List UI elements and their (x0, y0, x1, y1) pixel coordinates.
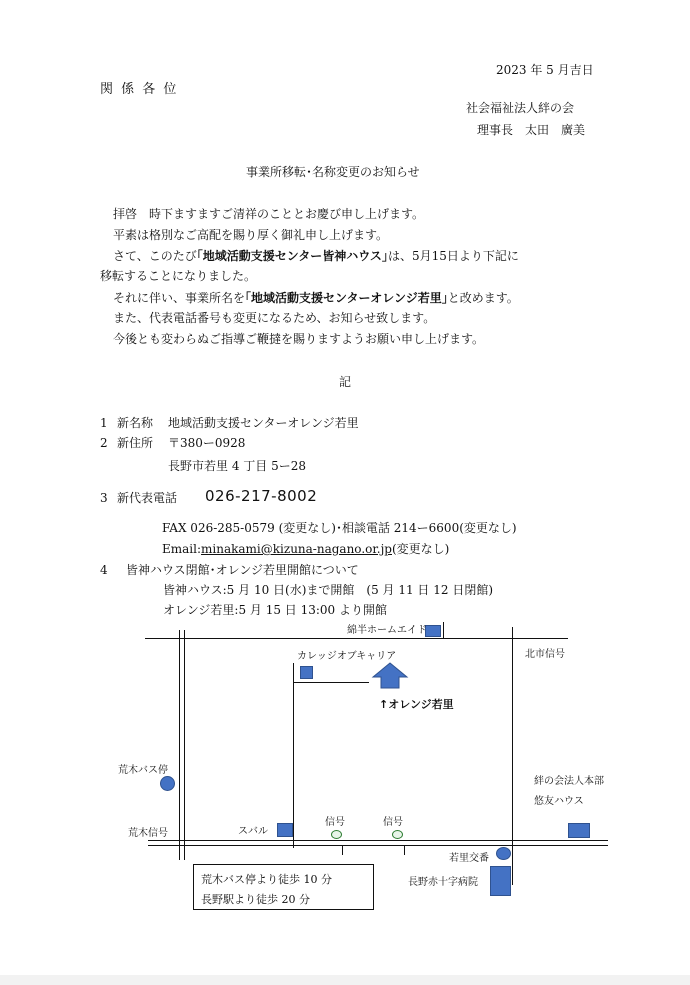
hospital-label: 長野赤十字病院 (408, 877, 478, 888)
item-2-zip: 〒380ー0928 (168, 436, 246, 450)
subaru-marker (277, 823, 293, 837)
walking-info-box (193, 864, 374, 910)
fax-line: FAX 026-285-0579 (変更なし)･相談電話 214ー6600(変更なし) (162, 521, 517, 535)
home-aid-label: 綿半ホームエイド (347, 625, 427, 636)
item-4-line-2: オレンジ若里:5 月 15 日 13:00 より開館 (163, 603, 388, 617)
item-4-line-1: 皆神ハウス:5 月 10 日(水)まで開館 (5 月 11 日 12 日閉館) (163, 583, 494, 597)
old-facility-name: ｢地域活動支援センター皆神ハウス｣ (196, 249, 388, 263)
item-1-number: 1 (100, 416, 108, 430)
home-aid-marker (425, 625, 441, 637)
yuyu-house-label: 悠友ハウス (534, 796, 584, 807)
koban-marker (496, 847, 511, 860)
signal-1-icon (331, 830, 342, 839)
paragraph-3-post: は、5月15日より下記に (387, 249, 519, 263)
item-2-address: 長野市若里 4 丁目 5ー28 (168, 459, 306, 473)
road-left-2 (184, 630, 185, 860)
item-4-label: 皆神ハウス閉館･オレンジ若里開館について (126, 563, 359, 577)
road-mid (293, 663, 294, 848)
signal-2-icon (392, 830, 403, 839)
organization-name: 社会福祉法人絆の会 (466, 101, 575, 115)
signal-1-label: 信号 (325, 817, 345, 828)
career-marker (300, 666, 313, 679)
walk-from-station: 長野駅より徒歩 20 分 (201, 893, 310, 906)
item-3-label: 新代表電話 (117, 491, 178, 505)
hokushi-signal-label: 北市信号 (525, 649, 565, 660)
road-small-branch (293, 682, 369, 683)
road-right (512, 627, 513, 885)
araki-signal-label: 荒木信号 (128, 828, 168, 839)
orange-wakasato-label: ↑オレンジ若里 (379, 698, 454, 711)
araki-bus-stop-marker (160, 776, 175, 791)
item-2-label: 新住所 (117, 436, 154, 450)
date: 2023 年 5 月吉日 (496, 63, 594, 77)
road-signal-2-tick (404, 845, 405, 855)
item-4-number: 4 (100, 563, 108, 577)
ki-heading: 記 (339, 375, 352, 389)
page-title: 事業所移転･名称変更のお知らせ (246, 165, 420, 179)
road-left-1 (179, 630, 180, 860)
new-facility-name: ｢地域活動支援センターオレンジ若里｣ (245, 291, 448, 305)
footer-band (0, 975, 690, 985)
road-signal-1-tick (342, 845, 343, 855)
kizuna-hq-label: 絆の会法人本部 (534, 776, 604, 787)
road-bottom-2 (148, 845, 608, 846)
item-1-value: 地域活動支援センターオレンジ若里 (168, 416, 359, 430)
item-2-number: 2 (100, 436, 108, 450)
paragraph-1: 拝啓 時下ますますご清祥のこととお慶び申し上げます。 (113, 207, 425, 221)
item-1-label: 新名称 (117, 416, 154, 430)
career-label: カレッジオブキャリア (297, 651, 397, 662)
item-3-number: 3 (100, 491, 108, 505)
paragraph-6: 今後とも変わらぬご指導ご鞭撻を賜りますようお願い申し上げます。 (113, 332, 485, 346)
hospital-marker (490, 866, 511, 896)
chair-name: 理事長 太田 廣美 (477, 123, 586, 137)
paragraph-4-post: と改めます。 (447, 291, 519, 305)
email-address[interactable]: minakami@kizuna-nagano.or.jp (201, 542, 392, 556)
koban-label: 若里交番 (449, 853, 489, 864)
email-note: (変更なし) (392, 542, 450, 556)
paragraph-4-pre: それに伴い、事業所名を (113, 291, 246, 305)
road-bottom-1 (148, 840, 608, 841)
recipient: 関 係 各 位 (100, 82, 179, 97)
walk-from-bus: 荒木バス停より徒歩 10 分 (201, 873, 332, 886)
item-3-phone: 026-217-8002 (205, 487, 318, 505)
orange-wakasato-arrow-icon (370, 662, 410, 690)
yuyu-house-marker (568, 823, 590, 838)
subaru-label: スバル (238, 826, 268, 837)
signal-2-label: 信号 (383, 817, 403, 828)
email-label: Email: (162, 542, 202, 556)
road-top (145, 638, 568, 639)
road-home-tick (443, 622, 444, 638)
paragraph-4 (113, 292, 519, 304)
paragraph-3-continued: 移転することになりました。 (100, 269, 257, 283)
paragraph-5: また、代表電話番号も変更になるため、お知らせ致します。 (113, 311, 436, 325)
araki-bus-label: 荒木バス停 (118, 765, 168, 776)
paragraph-3-pre: さて、このたび (113, 249, 197, 263)
paragraph-2: 平素は格別なご高配を賜り厚く御礼申し上げます。 (113, 228, 389, 242)
email-line (162, 543, 449, 555)
paragraph-3 (113, 250, 519, 262)
